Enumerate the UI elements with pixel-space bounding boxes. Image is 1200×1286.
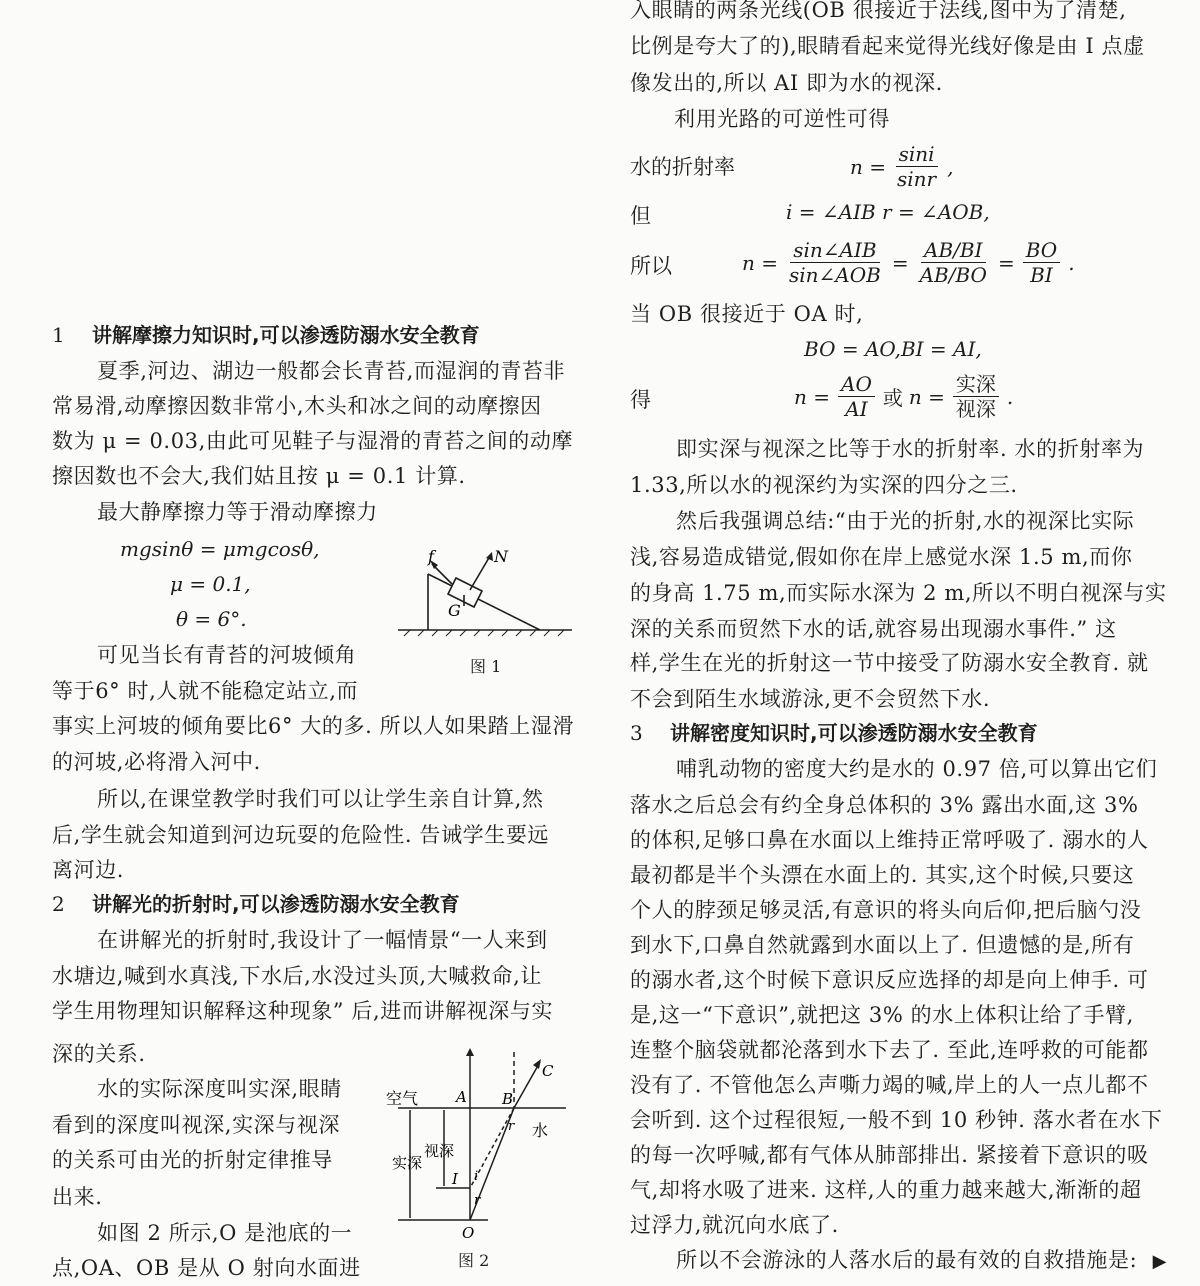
section-3-heading (630, 718, 1038, 748)
figure-1-incline (390, 540, 580, 650)
section-2-number: 2 (52, 892, 65, 916)
eq1-lhs: n = (850, 154, 886, 179)
para-line-6: 深的关系而贸然下水的话,就容易出现溺水事件.” 这 (630, 617, 1117, 641)
para-line-5: 的身高 1.75 m,而实际水深为 2 m,所以不明白视深与实 (630, 581, 1167, 605)
eq1-denominator: sinr (897, 167, 937, 191)
sec1-tail-3: 所以,在课堂教学时我们可以让学生亲自计算,然 (97, 787, 544, 811)
sec3-line-3: 的体积,足够口鼻在水面以上维持正常呼吸了. 溺水的人 (630, 828, 1149, 852)
fig1-label-f: f (428, 547, 434, 566)
wrap2-line-6: 点,OA、OB 是从 O 射向水面进 (52, 1256, 361, 1280)
sec1-line-2: 常易滑,动摩擦因数非常小,木头和冰之间的动摩擦因 (52, 394, 542, 418)
section-1-number: 1 (52, 323, 65, 347)
fig2-label-real: 实深 (392, 1154, 423, 1172)
right-line-3: 像发出的,所以 AI 即为水的视深. (630, 71, 943, 95)
sec3-last-text: 所以不会游泳的人落水后的最有效的自救措施是: (676, 1248, 1138, 1272)
fig2-label-a: A (456, 1088, 467, 1106)
figure-2-caption: 图 2 (458, 1251, 490, 1270)
eq3-f1-numerator: sin∠AIB (790, 238, 879, 263)
wrap2-line-2: 看到的深度叫视深,实深与视深 (52, 1113, 341, 1137)
fig2-label-b: B (502, 1090, 514, 1108)
figure-1-caption: 图 1 (470, 657, 502, 676)
eq3-f3-denominator: BI (1030, 263, 1053, 287)
fig2-ray-bc (514, 1062, 540, 1108)
eq3-fraction-2 (917, 238, 990, 287)
sec1-line-5: 最大静摩擦力等于滑动摩擦力 (97, 500, 378, 524)
eq1-tail: , (947, 154, 954, 179)
eq3-f3-numerator: BO (1023, 238, 1060, 263)
fig2-label-apparent: 视深 (424, 1142, 455, 1160)
eq5-tail: . (1006, 384, 1014, 409)
sec3-line-13: 气,却将水吸了进来. 这样,人的重力越来越大,渐渐的超 (630, 1178, 1142, 1202)
fig2-label-r-bottom: r (474, 1193, 481, 1208)
sec1-tail-1: 事实上河坡的倾角要比6° 大的多. 所以人如果踏上湿滑 (52, 714, 575, 738)
para-line-1: 即实深与视深之比等于水的折射率. 水的折射率为 (676, 437, 1145, 461)
fig2-arrow-c (533, 1059, 541, 1069)
para-line-7: 样,学生在光的折射这一节中接受了防溺水安全教育. 就 (630, 651, 1149, 675)
sec3-line-11: 会听到. 这个过程很短,一般不到 10 秒钟. 落水者在水下 (630, 1108, 1163, 1132)
section-2-heading (52, 889, 460, 919)
fig2-label-air: 空气 (386, 1089, 419, 1108)
fig2-label-c: C (542, 1062, 554, 1080)
eq1-fraction (894, 142, 939, 191)
sec3-line-14: 过浮力,就沉向水底了. (630, 1213, 839, 1237)
fig2-label-water: 水 (532, 1121, 549, 1140)
eq3-tail: . (1068, 250, 1075, 275)
friction-eq-2: μ = 0.1, (170, 572, 251, 596)
friction-eq-3: θ = 6°. (176, 607, 247, 631)
eq2: i = ∠AIB r = ∠AOB, (786, 200, 990, 224)
eq3-equals-1: = (891, 250, 909, 275)
continue-arrow-icon: ▶ (1152, 1251, 1168, 1272)
para-line-2: 1.33,所以水的视深约为实深的四分之三. (630, 473, 1018, 497)
eq3-fraction-1 (786, 238, 884, 287)
eq3-lhs: n = (742, 250, 778, 275)
sec1-tail-4: 后,学生就会知道到河边玩耍的危险性. 告诫学生要远 (52, 823, 550, 847)
eq5-fraction-2 (953, 372, 999, 421)
sec3-line-15 (676, 1243, 1167, 1279)
eq1-label: 水的折射率 (630, 155, 735, 179)
eq3-f2-denominator: AB/BO (919, 263, 987, 287)
wrap2-line-3: 的关系可由光的折射定律推导 (52, 1148, 333, 1172)
fig2-label-o: O (462, 1224, 475, 1242)
wrap1-line-2: 等于6° 时,人就不能稳定站立,而 (52, 679, 359, 703)
eq5-f2-denominator: 视深 (955, 397, 996, 421)
sec2-line-3: 学生用物理知识解释这种现象” 后,进而讲解视深与实 (52, 999, 554, 1023)
sec2-line-4: 深的关系. (52, 1042, 146, 1066)
sec3-line-7: 的溺水者,这个时候下意识反应选择的却是向上伸手. 可 (630, 968, 1149, 992)
eq5 (794, 372, 1013, 421)
wrap1-line-1: 可见当长有青苔的河坡倾角 (97, 643, 357, 667)
wrap2-line-1: 水的实际深度叫实深,眼睛 (97, 1077, 342, 1101)
section-3-number: 3 (630, 721, 643, 745)
section-1-title: 讲解摩擦力知识时,可以渗透防溺水安全教育 (92, 323, 480, 347)
fig1-slope (428, 574, 540, 630)
eq1 (850, 142, 953, 191)
sec1-line-3: 数为 μ = 0.03,由此可见鞋子与湿滑的青苔之间的动摩 (52, 429, 574, 453)
eq5-f1-numerator: AO (838, 372, 875, 397)
sec1-tail-5: 离河边. (52, 858, 125, 882)
section-2-title: 讲解光的折射时,可以渗透防溺水安全教育 (92, 892, 460, 916)
fig2-label-i-point: I (452, 1170, 458, 1188)
friction-eq-1: mgsinθ = μmgcosθ, (120, 537, 320, 561)
fig1-label-n: N (494, 547, 508, 566)
when-line: 当 OB 很接近于 OA 时, (630, 302, 864, 326)
eq3-equals-2: = (997, 250, 1015, 275)
right-line-1: 入眼睛的两条光线(OB 很接近于法线,图中为了清楚, (630, 0, 1127, 22)
right-line-4: 利用光路的可逆性可得 (674, 107, 890, 131)
para-line-8: 不会到陌生水域游泳,更不会贸然下水. (630, 687, 991, 711)
fig1-hatch (404, 630, 564, 636)
eq5-lhs: n = (794, 384, 830, 409)
fig2-arrow-up (466, 1048, 474, 1056)
eq5-lhs-2: n = (908, 384, 945, 409)
fig1-label-g: G (448, 601, 461, 620)
para-line-4: 浅,容易造成错觉,假如你在岸上感觉水深 1.5 m,而你 (630, 545, 1133, 569)
sec3-line-8: 是,这一“下意识”,就把这 3% 的水上体积让给了手臂, (630, 1003, 1134, 1027)
sec1-line-4: 擦因数也不会大,我们姑且按 μ = 0.1 计算. (52, 464, 466, 488)
eq1-numerator: sini (896, 142, 938, 167)
wrap2-line-5: 如图 2 所示,O 是池底的一 (97, 1221, 353, 1245)
eq5-or: 或 (882, 386, 903, 410)
sec3-line-2: 落水之后总会有约全身总体积的 3% 露出水面,这 3% (630, 793, 1139, 817)
sec3-line-10: 没有了. 不管他怎么声嘶力竭的喊,岸上的人一点儿都不 (630, 1073, 1149, 1097)
eq5-f1-denominator: AI (845, 397, 868, 421)
eq5-fraction-1 (838, 372, 875, 421)
fig2-label-r-top: r (508, 1119, 515, 1134)
sec3-line-4: 最初都是半个头漂在水面上的. 其实,这个时候,只要这 (630, 863, 1135, 887)
eq5-f2-numerator: 实深 (953, 372, 999, 397)
wrap2-line-4: 出来. (52, 1185, 103, 1209)
sec2-line-1: 在讲解光的折射时,我设计了一幅情景“一人来到 (97, 928, 548, 952)
eq3-fraction-3 (1023, 238, 1060, 287)
para-line-3: 然后我强调总结:“由于光的折射,水的视深比实际 (676, 509, 1135, 533)
right-line-2: 比例是夸大了的),眼睛看起来觉得光线好像是由 I 点虚 (630, 34, 1145, 58)
sec3-line-9: 连整个脑袋就都沦落到水下去了. 至此,连呼救的可能都 (630, 1038, 1149, 1062)
sec3-line-1: 哺乳动物的密度大约是水的 0.97 倍,可以算出它们 (676, 757, 1158, 781)
eq4: BO = AO,BI = AI, (804, 337, 982, 361)
sec2-line-2: 水塘边,喊到水真浅,下水后,水没过头顶,大喊救命,让 (52, 964, 542, 988)
sec1-line-1: 夏季,河边、湖边一般都会长青苔,而湿润的青苔非 (97, 359, 566, 383)
eq3-f1-denominator: sin∠AOB (789, 263, 881, 287)
sec1-tail-2: 的河坡,必将滑入河中. (52, 750, 261, 774)
figure-2-refraction (378, 1044, 580, 1244)
sec3-line-5: 个人的脖颈足够灵活,有意识的将头向后仰,把后脑勺没 (630, 898, 1142, 922)
sec3-line-12: 的每一次呼喊,都有气体从肺部排出. 紧接着下意识的吸 (630, 1143, 1149, 1167)
fig1-force-n (470, 556, 490, 590)
fig2-label-i-angle: i (474, 1169, 479, 1184)
section-1-heading (52, 320, 480, 350)
sec3-line-6: 到水下,口鼻自然就露到水面以上了. 但遗憾的是,所有 (630, 933, 1135, 957)
eq3 (742, 238, 1075, 287)
section-3-title: 讲解密度知识时,可以渗透防溺水安全教育 (670, 721, 1038, 745)
eq3-f2-numerator: AB/BI (921, 238, 985, 263)
eq2-label: 但 (630, 204, 651, 228)
eq5-label: 得 (630, 388, 651, 412)
eq3-label: 所以 (630, 254, 672, 278)
